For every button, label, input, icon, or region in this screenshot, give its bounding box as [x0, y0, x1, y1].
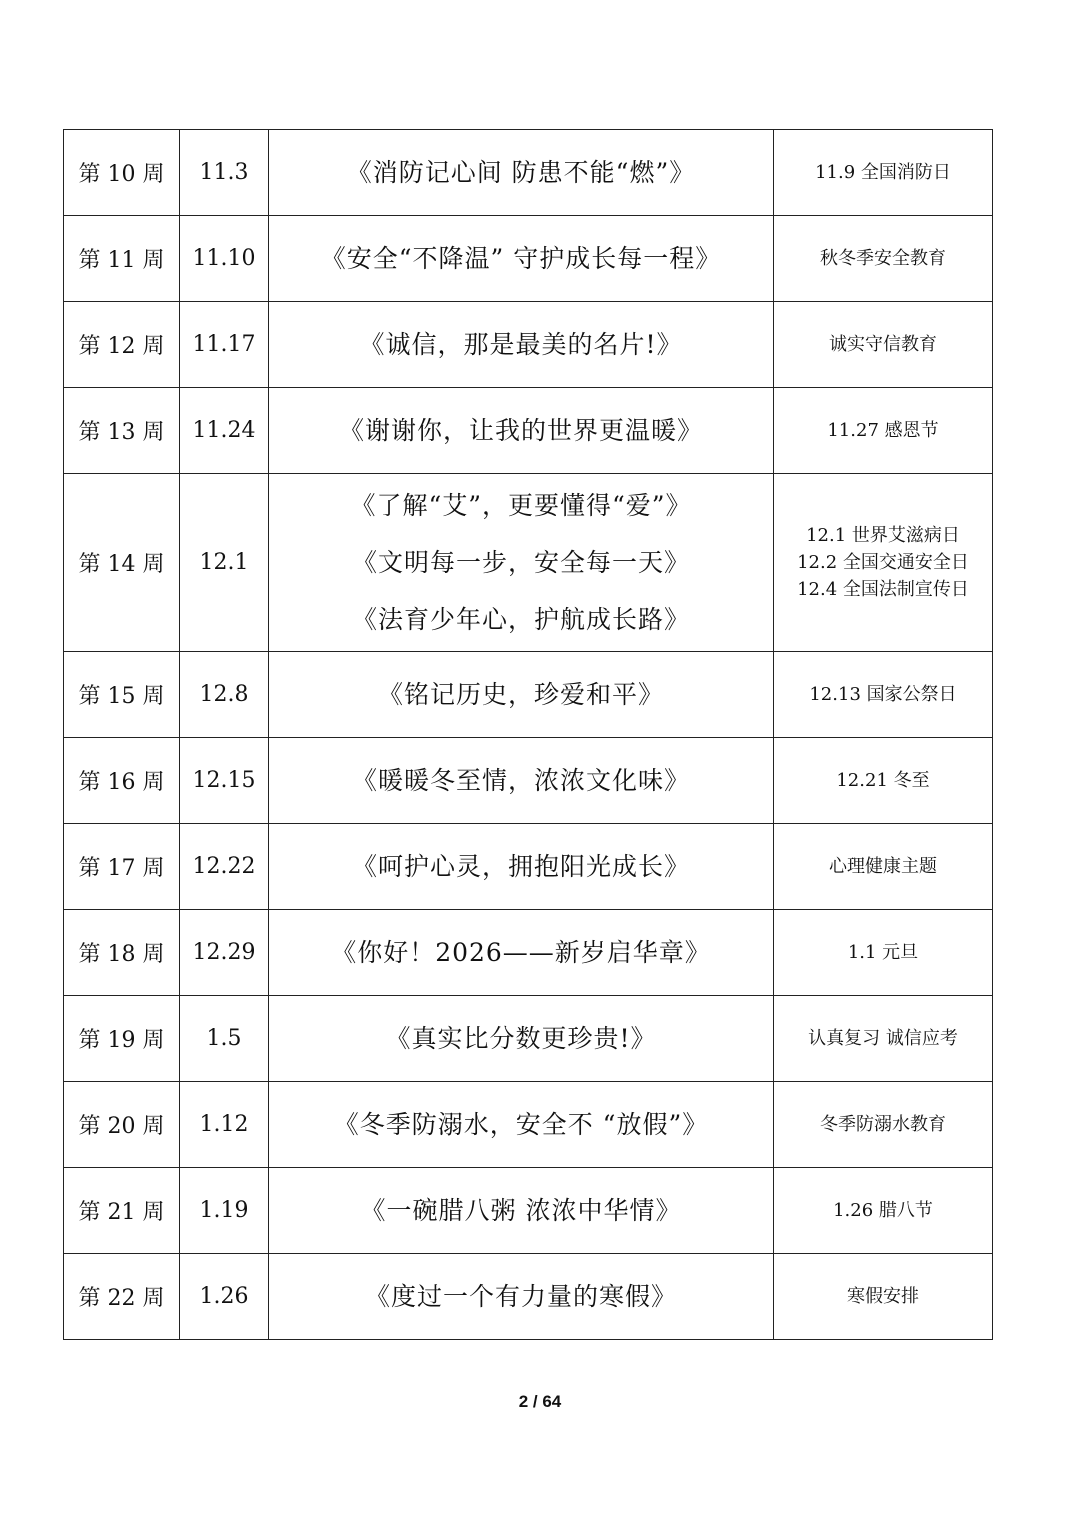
topic-cell — [269, 388, 774, 474]
date-cell: 12.8 — [180, 652, 269, 738]
note-text: 12.13 国家公祭日 — [809, 684, 957, 705]
topic-title: 《一碗腊八粥 浓浓中华情》 — [360, 1196, 682, 1225]
topic-cell — [269, 474, 774, 652]
topic-title: 《诚信，那是最美的名片!》 — [359, 330, 683, 359]
topic-title: 《谢谢你，让我的世界更温暖》 — [338, 416, 703, 445]
week-cell: 第 16 周 — [64, 738, 180, 824]
topic-title: 《度过一个有力量的寒假》 — [364, 1282, 677, 1311]
topic-cell — [269, 1254, 774, 1340]
note-text: 秋冬季安全教育 — [820, 248, 946, 269]
week-cell: 第 22 周 — [64, 1254, 180, 1340]
note-cell — [774, 1254, 993, 1340]
date-cell: 1.19 — [180, 1168, 269, 1254]
note-cell — [774, 738, 993, 824]
topic-title: 《法育少年心，护航成长路》 — [351, 605, 690, 634]
topic-title: 《真实比分数更珍贵!》 — [385, 1024, 657, 1053]
table-row — [64, 1168, 993, 1254]
week-cell: 第 19 周 — [64, 996, 180, 1082]
note-text: 1.26 腊八节 — [833, 1200, 933, 1221]
date-cell: 12.1 — [180, 474, 269, 652]
note-text: 认真复习 诚信应考 — [808, 1028, 958, 1049]
note-cell — [774, 388, 993, 474]
note-text: 12.4 全国法制宣传日 — [797, 579, 969, 600]
note-text: 寒假安排 — [847, 1286, 919, 1307]
note-text: 冬季防溺水教育 — [820, 1114, 946, 1135]
date-cell: 11.24 — [180, 388, 269, 474]
week-cell: 第 17 周 — [64, 824, 180, 910]
note-text: 12.2 全国交通安全日 — [797, 552, 969, 573]
table-row — [64, 910, 993, 996]
note-cell — [774, 130, 993, 216]
topic-cell — [269, 1082, 774, 1168]
table-row — [64, 652, 993, 738]
week-cell: 第 15 周 — [64, 652, 180, 738]
topic-title: 《铭记历史，珍爱和平》 — [377, 680, 664, 709]
note-cell — [774, 910, 993, 996]
table-row — [64, 996, 993, 1082]
note-cell — [774, 302, 993, 388]
date-cell: 1.12 — [180, 1082, 269, 1168]
week-cell: 第 11 周 — [64, 216, 180, 302]
topic-cell — [269, 652, 774, 738]
date-cell: 12.22 — [180, 824, 269, 910]
note-text: 12.1 世界艾滋病日 — [806, 525, 960, 546]
date-cell: 11.17 — [180, 302, 269, 388]
note-cell — [774, 652, 993, 738]
topic-cell — [269, 130, 774, 216]
date-cell: 11.10 — [180, 216, 269, 302]
table-row — [64, 1082, 993, 1168]
page-number: 2 / 64 — [518, 1392, 562, 1411]
topic-cell — [269, 216, 774, 302]
table-row — [64, 474, 993, 652]
week-cell: 第 20 周 — [64, 1082, 180, 1168]
note-cell — [774, 996, 993, 1082]
topic-title: 《文明每一步，安全每一天》 — [351, 548, 690, 577]
note-cell — [774, 1168, 993, 1254]
topic-title: 《呵护心灵，拥抱阳光成长》 — [351, 852, 690, 881]
table-row — [64, 216, 993, 302]
date-cell: 12.29 — [180, 910, 269, 996]
date-cell: 12.15 — [180, 738, 269, 824]
week-cell: 第 12 周 — [64, 302, 180, 388]
topic-title: 《消防记心间 防患不能“燃”》 — [346, 158, 696, 187]
note-text: 12.21 冬至 — [836, 770, 930, 791]
topic-cell — [269, 302, 774, 388]
week-cell: 第 18 周 — [64, 910, 180, 996]
week-cell: 第 14 周 — [64, 474, 180, 652]
topic-title: 《安全“不降温” 守护成长每一程》 — [320, 244, 722, 273]
topic-cell — [269, 738, 774, 824]
note-cell — [774, 824, 993, 910]
topic-title: 《冬季防溺水，安全不 “放假”》 — [333, 1110, 709, 1139]
date-cell: 11.3 — [180, 130, 269, 216]
table-row — [64, 388, 993, 474]
topic-title: 《了解“艾”，更要懂得“爱”》 — [350, 491, 692, 520]
week-cell: 第 21 周 — [64, 1168, 180, 1254]
topic-cell — [269, 824, 774, 910]
table-row — [64, 1254, 993, 1340]
topic-title: 《暖暖冬至情，浓浓文化味》 — [351, 766, 690, 795]
note-cell — [774, 216, 993, 302]
topic-cell — [269, 996, 774, 1082]
week-cell: 第 10 周 — [64, 130, 180, 216]
note-cell — [774, 1082, 993, 1168]
schedule-body — [64, 130, 993, 1340]
note-text: 心理健康主题 — [829, 856, 937, 877]
table-row — [64, 738, 993, 824]
note-text: 诚实守信教育 — [829, 334, 937, 355]
table-row — [64, 302, 993, 388]
note-text: 1.1 元旦 — [847, 942, 919, 963]
topic-cell — [269, 1168, 774, 1254]
topic-title: 《你好！2026——新岁启华章》 — [331, 938, 711, 967]
note-cell — [774, 474, 993, 652]
note-text: 11.27 感恩节 — [827, 420, 939, 441]
date-cell: 1.5 — [180, 996, 269, 1082]
topic-cell — [269, 910, 774, 996]
table-row — [64, 130, 993, 216]
table-row — [64, 824, 993, 910]
date-cell: 1.26 — [180, 1254, 269, 1340]
note-text: 11.9 全国消防日 — [815, 162, 951, 183]
week-cell: 第 13 周 — [64, 388, 180, 474]
schedule-table — [63, 129, 993, 1340]
